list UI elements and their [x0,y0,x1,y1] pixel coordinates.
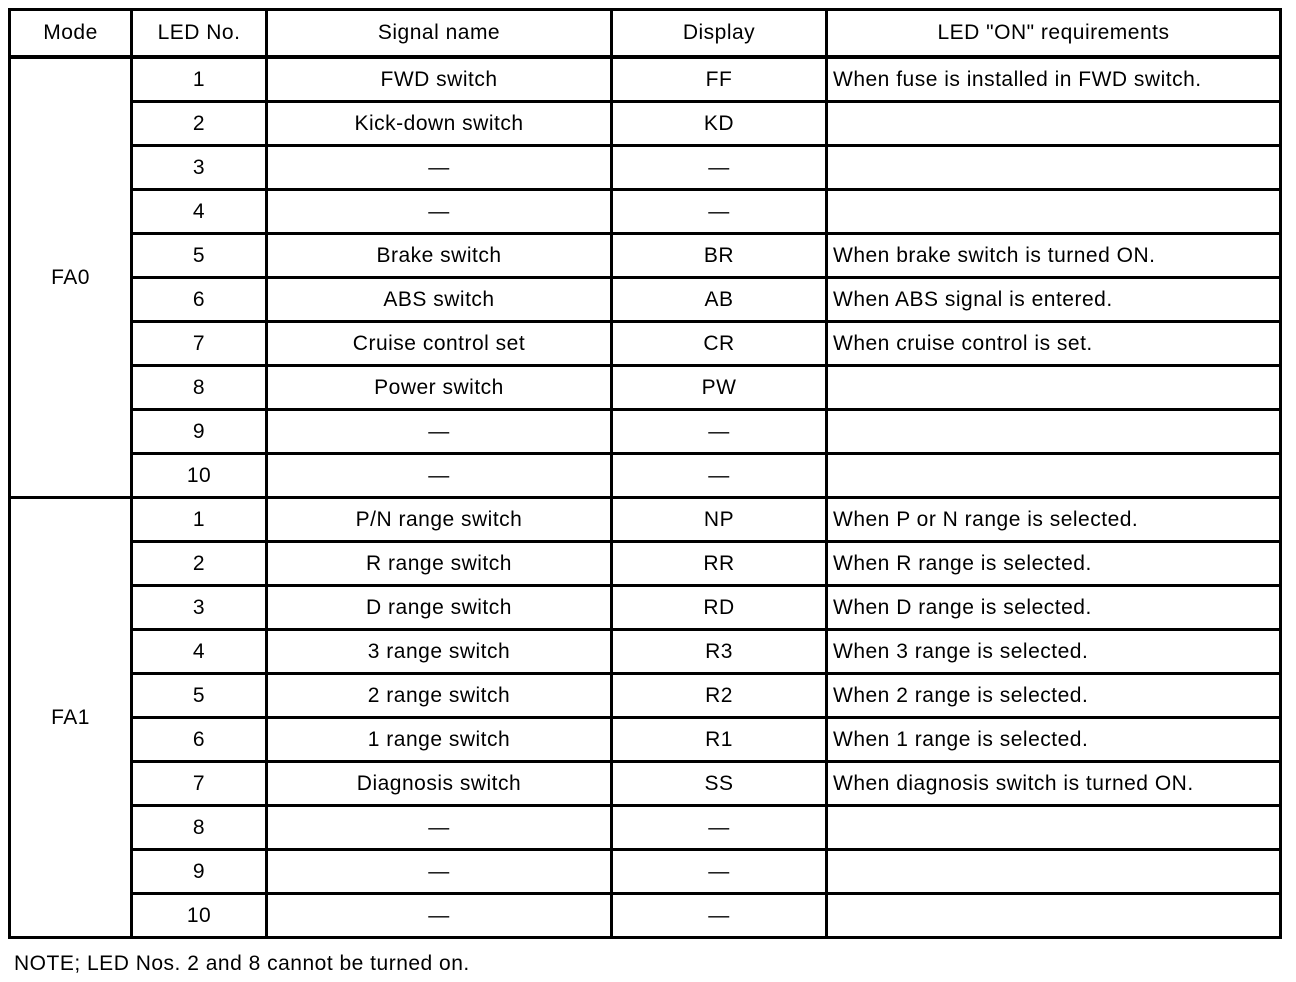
display-cell: SS [612,762,827,806]
footnote: NOTE; LED Nos. 2 and 8 cannot be turned on. [14,952,470,975]
table-row [10,190,1281,234]
table-row [10,234,1281,278]
requirement-cell: When P or N range is selected. [827,498,1281,542]
led-number-cell: 2 [132,102,267,146]
led-number-cell: 4 [132,630,267,674]
table-row [10,57,1281,102]
signal-name-cell: Diagnosis switch [267,762,612,806]
table-body [10,57,1281,938]
led-table [8,8,1282,939]
signal-name-cell: 1 range switch [267,718,612,762]
table-row [10,410,1281,454]
display-cell: — [612,894,827,938]
table-row [10,762,1281,806]
led-number-cell: 1 [132,57,267,102]
signal-name-cell: 3 range switch [267,630,612,674]
display-cell: CR [612,322,827,366]
display-cell: — [612,850,827,894]
requirement-cell [827,190,1281,234]
requirement-cell: When diagnosis switch is turned ON. [827,762,1281,806]
led-number-cell: 4 [132,190,267,234]
table-row [10,322,1281,366]
signal-name-cell: — [267,190,612,234]
requirement-cell: When D range is selected. [827,586,1281,630]
requirement-cell [827,366,1281,410]
display-cell: FF [612,57,827,102]
led-number-cell: 6 [132,278,267,322]
table-row [10,806,1281,850]
mode-cell: FA0 [10,57,132,498]
table-row [10,366,1281,410]
requirement-cell [827,850,1281,894]
signal-name-cell: — [267,146,612,190]
requirement-cell [827,894,1281,938]
requirement-cell: When ABS signal is entered. [827,278,1281,322]
led-number-cell: 5 [132,234,267,278]
requirement-cell: When cruise control is set. [827,322,1281,366]
display-cell: — [612,410,827,454]
mode-cell: FA1 [10,498,132,938]
led-number-cell: 3 [132,146,267,190]
led-number-cell: 3 [132,586,267,630]
display-cell: RD [612,586,827,630]
signal-name-cell: — [267,894,612,938]
header-led-no: LED No. [132,10,267,58]
led-number-cell: 8 [132,806,267,850]
led-number-cell: 10 [132,894,267,938]
table-row [10,498,1281,542]
signal-name-cell: P/N range switch [267,498,612,542]
signal-name-cell: — [267,806,612,850]
led-number-cell: 7 [132,322,267,366]
display-cell: BR [612,234,827,278]
signal-name-cell: 2 range switch [267,674,612,718]
table-row [10,102,1281,146]
led-number-cell: 8 [132,366,267,410]
table-row [10,850,1281,894]
display-cell: R2 [612,674,827,718]
signal-name-cell: — [267,454,612,498]
signal-name-cell: R range switch [267,542,612,586]
display-cell: RR [612,542,827,586]
header-row [10,10,1281,58]
table-header [10,10,1281,58]
table-row [10,674,1281,718]
requirement-cell: When R range is selected. [827,542,1281,586]
header-mode: Mode [10,10,132,58]
display-cell: — [612,454,827,498]
requirement-cell: When 3 range is selected. [827,630,1281,674]
signal-name-cell: FWD switch [267,57,612,102]
requirement-cell: When fuse is installed in FWD switch. [827,57,1281,102]
table-row [10,542,1281,586]
header-requirements: LED "ON" requirements [827,10,1281,58]
requirement-cell [827,454,1281,498]
led-number-cell: 9 [132,410,267,454]
display-cell: R1 [612,718,827,762]
requirement-cell [827,806,1281,850]
signal-name-cell: Brake switch [267,234,612,278]
table-row [10,454,1281,498]
led-number-cell: 7 [132,762,267,806]
led-number-cell: 10 [132,454,267,498]
signal-name-cell: Kick-down switch [267,102,612,146]
requirement-cell [827,410,1281,454]
led-number-cell: 9 [132,850,267,894]
requirement-cell: When 2 range is selected. [827,674,1281,718]
display-cell: — [612,146,827,190]
display-cell: — [612,190,827,234]
requirement-cell: When brake switch is turned ON. [827,234,1281,278]
signal-name-cell: D range switch [267,586,612,630]
led-number-cell: 5 [132,674,267,718]
header-signal-name: Signal name [267,10,612,58]
header-display: Display [612,10,827,58]
signal-name-cell: — [267,410,612,454]
requirement-cell: When 1 range is selected. [827,718,1281,762]
led-number-cell: 6 [132,718,267,762]
display-cell: — [612,806,827,850]
display-cell: PW [612,366,827,410]
display-cell: R3 [612,630,827,674]
table-row [10,278,1281,322]
requirement-cell [827,146,1281,190]
led-number-cell: 1 [132,498,267,542]
signal-name-cell: Power switch [267,366,612,410]
led-number-cell: 2 [132,542,267,586]
signal-name-cell: ABS switch [267,278,612,322]
signal-name-cell: — [267,850,612,894]
table-row [10,586,1281,630]
table-row [10,630,1281,674]
requirement-cell [827,102,1281,146]
table-row [10,146,1281,190]
display-cell: AB [612,278,827,322]
table-row [10,894,1281,938]
table-row [10,718,1281,762]
display-cell: KD [612,102,827,146]
signal-name-cell: Cruise control set [267,322,612,366]
display-cell: NP [612,498,827,542]
